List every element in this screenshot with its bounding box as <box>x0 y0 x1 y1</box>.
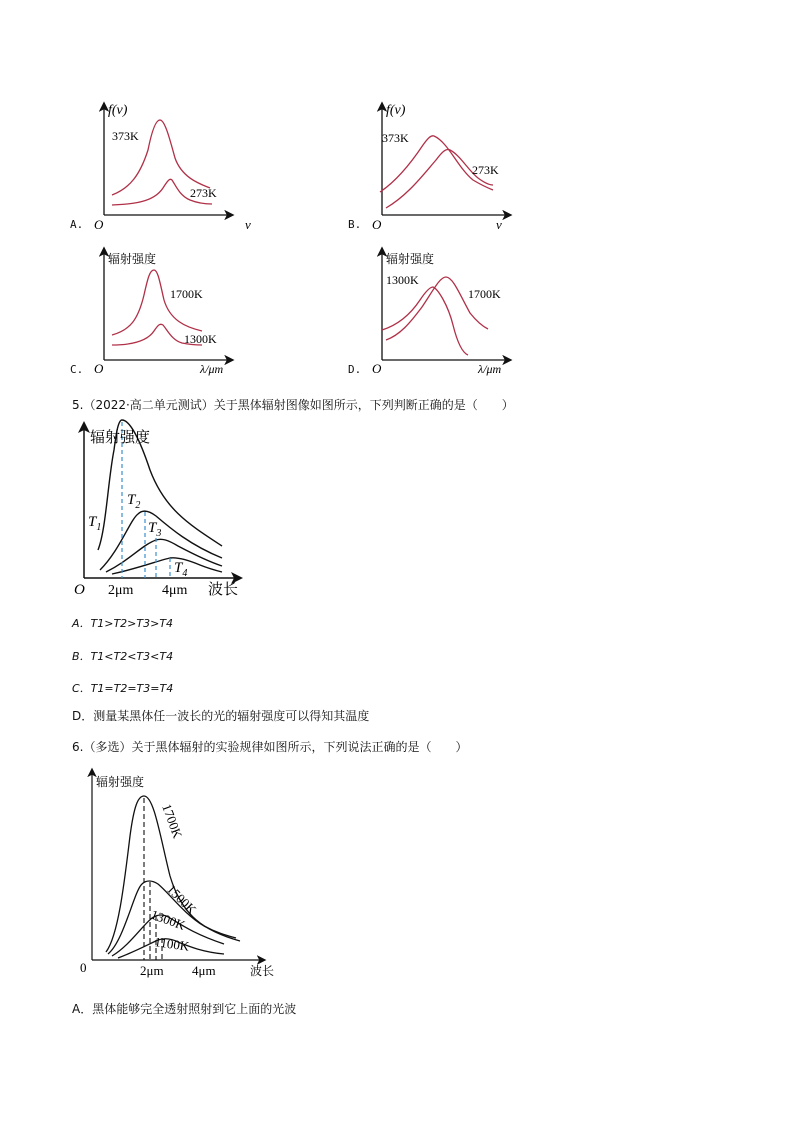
x-axis-label: λ/μm <box>200 362 224 376</box>
q5-option-a[interactable]: A．T1>T2>T3>T4 <box>72 617 174 630</box>
curve-label: 373K <box>112 129 139 143</box>
q5-figure <box>70 420 260 600</box>
origin-label: O <box>94 361 104 376</box>
curve-label: 1300K <box>184 332 217 346</box>
x-axis-label: v <box>496 217 502 232</box>
q5-stem: 5.（2022·高二单元测试）关于黑体辐射图像如图所示，下列判断正确的是（ ） <box>72 398 514 412</box>
q5-option-c[interactable]: C．T1=T2=T3=T4 <box>72 682 174 695</box>
option-c[interactable] <box>60 245 260 380</box>
tick-label: 4μm <box>162 583 188 598</box>
origin-label: 0 <box>80 960 87 975</box>
x-axis-label: 波长 <box>250 964 275 978</box>
graph-b <box>338 100 528 235</box>
curve-label: 1700K <box>468 287 501 301</box>
option-label: D. <box>348 363 362 376</box>
option-label: C. <box>70 363 84 376</box>
curve-label: 373K <box>382 131 409 145</box>
y-axis-label: 辐射强度 <box>90 428 151 446</box>
curve-label: 1700K <box>170 287 203 301</box>
curve-label: 273K <box>190 186 217 200</box>
tick-label: 4μm <box>192 963 216 978</box>
option-label: B. <box>348 218 362 231</box>
graph-d <box>338 245 528 380</box>
y-axis-label: 辐射强度 <box>108 252 157 266</box>
tick-label: 2μm <box>140 963 164 978</box>
y-axis-label: 辐射强度 <box>96 775 145 789</box>
option-b[interactable] <box>338 100 538 235</box>
curve-label: 273K <box>472 163 499 177</box>
q6-figure <box>74 766 294 981</box>
y-axis-label: f(v) <box>386 103 406 118</box>
curve-label-t1: $T_1$ <box>88 514 102 533</box>
option-label: A. <box>70 218 84 231</box>
x-axis-label: v <box>245 217 251 232</box>
curve-label-t2: $T_2$ <box>127 492 141 511</box>
q6-stem: 6.（多选）关于黑体辐射的实验规律如图所示，下列说法正确的是（ ） <box>72 740 468 754</box>
x-axis-label: λ/μm <box>478 362 502 376</box>
origin-label: O <box>372 361 382 376</box>
curve-label-1100k: 1100K <box>153 934 191 954</box>
y-axis-label: f(v) <box>108 103 128 118</box>
curve-label-t3: $T_3$ <box>148 520 162 539</box>
origin-label: O <box>372 217 382 232</box>
tick-label: 2μm <box>108 583 134 598</box>
graph-a <box>60 100 250 235</box>
curve-label: 1300K <box>386 273 419 287</box>
curve-label-1700k: 1700K <box>159 801 186 841</box>
y-axis-label: 辐射强度 <box>386 252 435 266</box>
q5-option-d[interactable]: D．测量某黑体任一波长的光的辐射强度可以得知其温度 <box>72 709 370 723</box>
x-axis-label: 波长 <box>208 580 239 598</box>
option-d[interactable] <box>338 245 538 380</box>
q5-option-b[interactable]: B．T1<T2<T3<T4 <box>72 650 174 663</box>
origin-label: O <box>94 217 104 232</box>
q6-option-a[interactable]: A．黑体能够完全透射照射到它上面的光波 <box>72 1002 297 1016</box>
curve-label-t4: $T_4$ <box>174 560 188 579</box>
graph-c <box>60 245 250 380</box>
origin-label: O <box>74 582 85 598</box>
curve-label-1500k: 1500K <box>163 881 200 918</box>
option-a[interactable] <box>60 100 260 235</box>
curve-label-1300k: 1300K <box>148 906 188 933</box>
